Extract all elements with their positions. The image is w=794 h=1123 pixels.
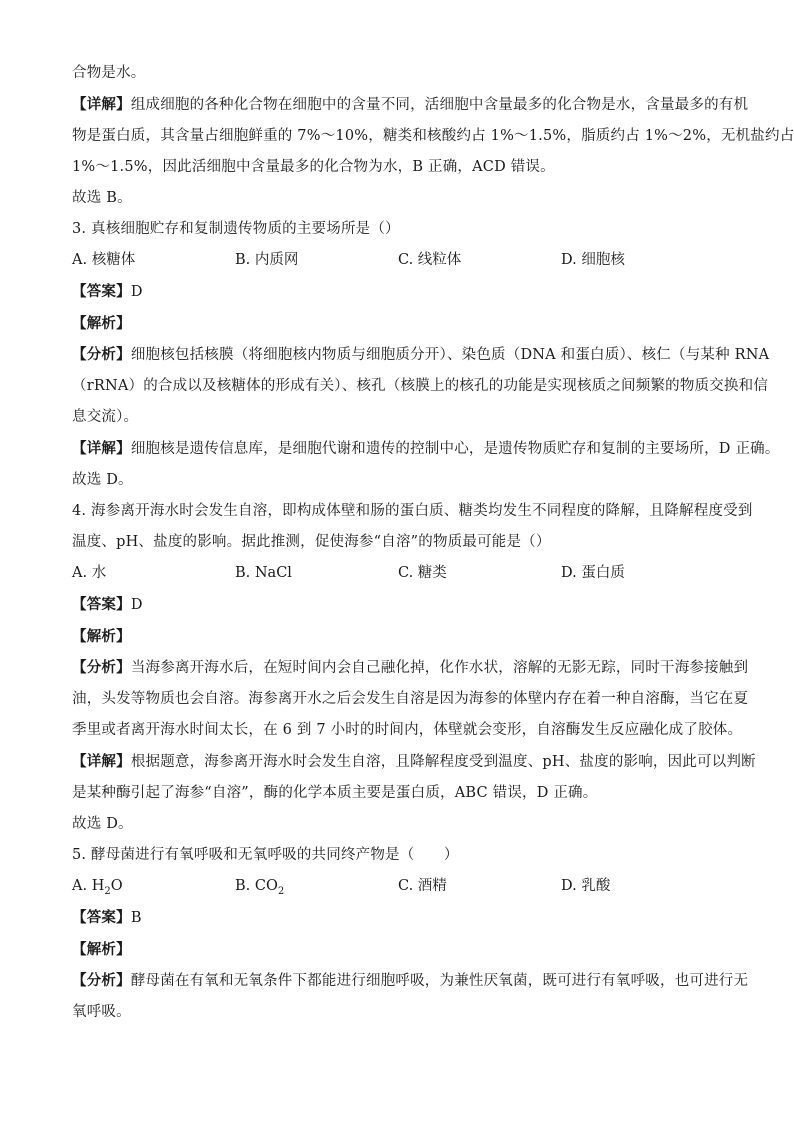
detail-paragraph: 【详解】根据题意，海参离开海水时会发生自溶，且降解程度受到温度、pH、盐度的影响，因此可以判断 <box>72 753 756 770</box>
option-d: D. 蛋白质 <box>561 565 625 581</box>
option-c: C. 酒精 <box>398 878 447 894</box>
choice-line: 故选 B。 <box>72 190 132 206</box>
analysis-paragraph: 【分析】细胞核包括核膜（将细胞核内物质与细胞质分开）、染色质（DNA 和蛋白质）、核仁（与某种 RNA <box>72 346 770 363</box>
analysis-line: 季里或者离开海水时间太长，在 6 到 7 小时的时间内，体壁就会变形，自溶酶发生反应融化成了胶体。 <box>72 722 743 738</box>
analysis-tag: 【解析】 <box>72 941 131 958</box>
analysis-line: 氧呼吸。 <box>72 1004 131 1020</box>
option-a: A. 水 <box>72 565 107 581</box>
question-3: 3. 真核细胞贮存和复制遗传物质的主要场所是（） <box>72 221 400 237</box>
option-d: D. 细胞核 <box>561 252 625 268</box>
analysis-line: 油，头发等物质也会自溶。海参离开水之后会发生自溶是因为海参的体壁内存在着一种自溶酶，当它在夏 <box>72 691 749 707</box>
analysis-tag: 【解析】 <box>72 628 131 645</box>
answer-line <box>72 589 732 621</box>
question-3-options <box>72 245 732 276</box>
answer-tag: 【答案】 <box>72 283 131 300</box>
answer-value: D <box>130 597 143 613</box>
question-5-options <box>72 871 732 902</box>
answer-tag: 【答案】 <box>72 909 131 926</box>
question-4: 4. 海参离开海水时会发生自溶，即构成体壁和肠的蛋白质、糖类均发生不同程度的降解，且降解程度受到 <box>72 503 753 519</box>
question-4-options <box>72 558 732 589</box>
option-b: B. 内质网 <box>235 252 299 268</box>
analysis-tag: 【解析】 <box>72 315 131 332</box>
answer-line <box>72 902 732 934</box>
detail-line: 是某种酶引起了海参“自溶”，酶的化学本质主要是蛋白质，ABC 错误，D 正确。 <box>72 785 598 801</box>
fenxi-tag: 【分析】 <box>72 659 131 676</box>
question-5: 5. 酵母菌进行有氧呼吸和无氧呼吸的共同终产物是（ ） <box>72 847 459 863</box>
answer-line <box>72 276 732 308</box>
option-c: C. 糖类 <box>398 565 447 581</box>
option-d: D. 乳酸 <box>561 878 611 894</box>
option-b: B. $CO_2$ <box>235 878 285 897</box>
option-c: C. 线粒体 <box>398 252 462 268</box>
option-a: A. $H_2O$ <box>72 878 123 897</box>
continued-text: 合物是水。 <box>72 65 146 81</box>
choice-line: 故选 D。 <box>72 472 133 488</box>
choice-line: 故选 D。 <box>72 816 133 832</box>
detail-tag: 【详解】 <box>72 753 131 770</box>
analysis-line: （rRNA）的合成以及核糖体的形成有关）、核孔（核膜上的核孔的功能是实现核质之间频繁的物质交换和信 <box>72 378 769 394</box>
fenxi-tag: 【分析】 <box>72 346 131 363</box>
detail-paragraph: 【详解】组成细胞的各种化合物在细胞中的含量不同，活细胞中含量最多的化合物是水，含量最多的有机 <box>72 96 749 113</box>
answer-value: B <box>130 910 142 926</box>
option-a: A. 核糖体 <box>72 252 136 268</box>
detail-line: 物是蛋白质，其含量占细胞鲜重的 7%～10%，糖类和核酸约占 1%～1.5%，脂质约占 1%～2%，无机盐约占 <box>72 128 794 144</box>
answer-tag: 【答案】 <box>72 596 131 613</box>
option-b: B. NaCl <box>235 565 292 581</box>
analysis-paragraph: 【分析】当海参离开海水后，在短时间内会自己融化掉，化作水状，溶解的无影无踪，同时干海参接触到 <box>72 659 749 676</box>
question-4-line: 温度、pH、盐度的影响。据此推测，促使海参“自溶”的物质最可能是（） <box>72 534 551 550</box>
answer-value: D <box>130 284 143 300</box>
document-page <box>72 58 794 1028</box>
analysis-line: 息交流）。 <box>72 409 139 425</box>
analysis-paragraph: 【分析】酵母菌在有氧和无氧条件下都能进行细胞呼吸，为兼性厌氧菌，既可进行有氧呼吸，也可进行无 <box>72 972 749 989</box>
detail-tag: 【详解】 <box>72 96 131 113</box>
detail-paragraph: 【详解】细胞核是遗传信息库，是细胞代谢和遗传的控制中心，是遗传物质贮存和复制的主要场所，D 正确。 <box>72 440 780 457</box>
detail-line: 1%～1.5%，因此活细胞中含量最多的化合物为水，B 正确，ACD 错误。 <box>72 159 555 175</box>
detail-tag: 【详解】 <box>72 440 131 457</box>
fenxi-tag: 【分析】 <box>72 972 131 989</box>
